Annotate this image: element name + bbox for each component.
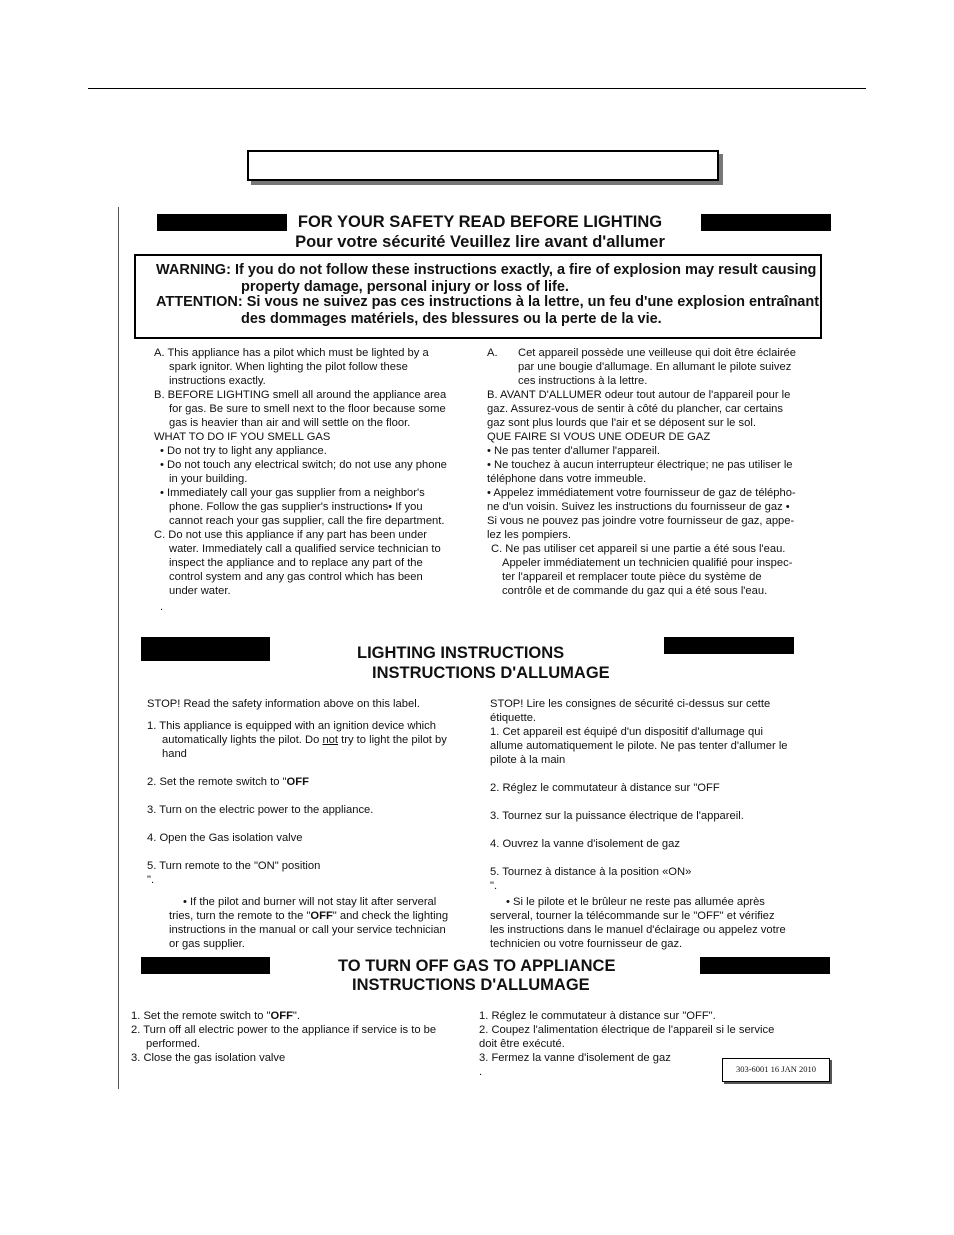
- text-line: 1. Réglez le commutateur à distance sur "OFF".: [479, 1010, 716, 1022]
- blank-title-box: [247, 150, 719, 181]
- text-line: contrôle et de commande du gaz qui a été sous l'eau.: [502, 585, 768, 597]
- lighting-title-fr: INSTRUCTIONS D'ALLUMAGE: [372, 664, 610, 682]
- lighting-title-en: LIGHTING INSTRUCTIONS: [357, 644, 565, 662]
- text-line: gaz sont plus lourds que l'air et se déposent sur le sol.: [487, 417, 756, 429]
- text-line: les instructions dans le manuel d'éclairage ou appelez votre: [490, 924, 786, 936]
- text-line: pilote à la main: [490, 754, 566, 766]
- text-line: • If the pilot and burner will not stay lit after serveral: [183, 896, 437, 908]
- warning-line-1: [156, 262, 816, 279]
- text-line: [147, 909, 482, 923]
- text-line: • Do not touch any electrical switch; do not use any phone: [160, 459, 447, 471]
- attention-text: Si vous ne suivez pas ces instructions à la lettre, un feu d'une explosion entraînant: [246, 294, 820, 310]
- warning-label: WARNING:: [156, 262, 231, 278]
- text-line: Appeler immédiatement un technicien qualifié pour inspec-: [502, 557, 793, 569]
- text-span: tries, turn the remote to the ": [169, 910, 311, 922]
- text-span: Cet appareil possède une veilleuse qui doit être éclairée: [518, 347, 796, 359]
- label-code-box: 303-6001 16 JAN 2010: [722, 1058, 830, 1082]
- text-line: téléphone dans votre immeuble.: [487, 473, 647, 485]
- attention-line-2: des dommages matériels, des blessures ou la perte de la vie.: [241, 311, 662, 327]
- text-line: • Ne pas tenter d'allumer l'appareil.: [487, 445, 660, 457]
- turnoff-title-fr: INSTRUCTIONS D'ALLUMAGE: [352, 976, 590, 994]
- text-line: lez les pompiers.: [487, 529, 571, 541]
- redaction-bar: [141, 957, 270, 974]
- text-line: 3. Tournez sur la puissance électrique de l'appareil.: [490, 810, 744, 822]
- text-line: 1. This appliance is equipped with an ignition device which: [147, 720, 436, 732]
- text-span: " and check the lighting: [332, 910, 449, 922]
- warning-box: [134, 254, 822, 339]
- text-line: [487, 346, 827, 360]
- text-line: phone. Follow the gas supplier's instructions• If you: [169, 501, 423, 513]
- text-line: par une bougie d'allumage. En allumant le pilote suivez: [518, 361, 792, 373]
- text-line: 4. Ouvrez la vanne d'isolement de gaz: [490, 838, 680, 850]
- text-line: water. Immediately call a qualified service technician to: [169, 543, 441, 555]
- text-line: QUE FAIRE SI VOUS UNE ODEUR DE GAZ: [487, 431, 711, 443]
- text-line: cannot reach your gas supplier, call the fire department.: [169, 515, 445, 527]
- text-line: spark ignitor. When lighting the pilot follow these: [169, 361, 408, 373]
- text-line: • Appelez immédiatement votre fournisseur de gaz de télépho-: [487, 487, 796, 499]
- attention-label: ATTENTION:: [156, 294, 243, 310]
- warning-text: If you do not follow these instructions exactly, a fire of explosion may result causing: [234, 262, 817, 278]
- text-line: A. This appliance has a pilot which must be lighted by a: [154, 347, 429, 359]
- text-line: inspect the appliance and to replace any part of the: [169, 557, 423, 569]
- text-span: try to light the pilot by: [338, 734, 447, 746]
- emphasis: OFF: [270, 1010, 293, 1022]
- text-line: allume automatiquement le pilote. Ne pas tenter d'allumer le: [490, 740, 788, 752]
- text-line: instructions in the manual or call your service technician: [169, 924, 446, 936]
- text-line: 5. Turn remote to the "ON" position: [147, 860, 321, 872]
- text-line: C. Do not use this appliance if any part has been under: [154, 529, 428, 541]
- text-line: technicien ou votre fournisseur de gaz.: [490, 938, 683, 950]
- text-line: doit être exécuté.: [479, 1038, 565, 1050]
- lighting-fr-column: [490, 697, 830, 951]
- text-line: serveral, tourner la télécommande sur le "OFF" et vérifiez: [490, 910, 775, 922]
- turnoff-en-column: [131, 1009, 476, 1065]
- text-line: 5. Tournez à distance à la position «ON»: [490, 866, 692, 878]
- text-line: C. Ne pas utiliser cet appareil si une partie a été sous l'eau.: [491, 543, 786, 555]
- safety-title-en: FOR YOUR SAFETY READ BEFORE LIGHTING: [297, 213, 663, 231]
- text-span: 1. Set the remote switch to ": [131, 1010, 271, 1022]
- text-line: [147, 733, 482, 747]
- text-line: .: [160, 601, 164, 613]
- text-line: STOP! Read the safety information above on this label.: [147, 698, 420, 710]
- redaction-bar: [701, 214, 831, 231]
- text-line: ter l'appareil et remplacer toute pièce du système de: [502, 571, 762, 583]
- text-line: under water.: [169, 585, 231, 597]
- text-line: 2. Réglez le commutateur à distance sur "OFF: [490, 782, 720, 794]
- turnoff-title-en: TO TURN OFF GAS TO APPLIANCE: [338, 957, 616, 975]
- emphasis: not: [322, 734, 338, 746]
- text-line: 2. Turn off all electric power to the appliance if service is to be: [131, 1024, 437, 1036]
- text-line: ne d'un voisin. Suivez les instructions du fournisseur de gaz •: [487, 501, 790, 513]
- text-span: ".: [292, 1010, 300, 1022]
- text-line: 3. Close the gas isolation valve: [131, 1052, 286, 1064]
- safety-title-fr: Pour votre sécurité Veuillez lire avant d'allumer: [295, 233, 665, 251]
- attention-line-1: [156, 294, 819, 311]
- text-line: B. AVANT D'ALLUMER odeur tout autour de l'appareil pour le: [487, 389, 791, 401]
- text-line: 3. Turn on the electric power to the appliance.: [147, 804, 374, 816]
- top-rule: [88, 88, 866, 89]
- text-line: or gas supplier.: [169, 938, 245, 950]
- text-line: gaz. Assurez-vous de sentir à côté du plancher, car certains: [487, 403, 784, 415]
- text-line: • Immediately call your gas supplier from a neighbor's: [160, 487, 425, 499]
- text-line: instructions exactly.: [169, 375, 266, 387]
- text-line: ".: [147, 874, 155, 886]
- text-line: 3. Fermez la vanne d'isolement de gaz: [479, 1052, 671, 1064]
- text-line: performed.: [146, 1038, 201, 1050]
- text-line: ces instructions à la lettre.: [518, 375, 648, 387]
- item-label: A.: [487, 347, 498, 359]
- text-line: Si vous ne pouvez pas joindre votre fournisseur de gaz, appe-: [487, 515, 795, 527]
- redaction-bar: [664, 637, 794, 654]
- text-line: in your building.: [169, 473, 248, 485]
- text-line: ".: [490, 880, 498, 892]
- redaction-bar: [141, 637, 270, 661]
- text-line: • Ne touchez à aucun interrupteur électrique; ne pas utiliser le: [487, 459, 793, 471]
- emphasis: OFF: [286, 776, 309, 788]
- text-line: B. BEFORE LIGHTING smell all around the appliance area: [154, 389, 447, 401]
- text-line: 2. Coupez l'alimentation électrique de l'appareil si le service: [479, 1024, 775, 1036]
- text-line: 1. Cet appareil est équipé d'un dispositif d'allumage qui: [490, 726, 763, 738]
- left-margin-line: [118, 207, 119, 1089]
- text-line: WHAT TO DO IF YOU SMELL GAS: [154, 431, 331, 443]
- safety-fr-column: [487, 346, 827, 598]
- text-span: automatically lights the pilot. Do: [162, 734, 323, 746]
- text-line: STOP! Lire les consignes de sécurité ci-dessus sur cette: [490, 698, 771, 710]
- text-line: for gas. Be sure to smell next to the floor because some: [169, 403, 446, 415]
- text-line: • Do not try to light any appliance.: [160, 445, 327, 457]
- text-line: • Si le pilote et le brûleur ne reste pas allumée après: [506, 896, 765, 908]
- text-line: .: [479, 1066, 483, 1078]
- text-line: gas is heavier than air and will settle on the floor.: [169, 417, 411, 429]
- text-line: hand: [162, 748, 187, 760]
- text-span: 2. Set the remote switch to ": [147, 776, 287, 788]
- text-line: étiquette.: [490, 712, 537, 724]
- redaction-bar: [700, 957, 830, 974]
- text-line: [147, 775, 482, 789]
- text-line: control system and any gas control which has been: [169, 571, 423, 583]
- lighting-en-column: [147, 697, 482, 951]
- warning-line-2: property damage, personal injury or loss of life.: [241, 279, 569, 295]
- redaction-bar: [157, 214, 287, 231]
- text-line: [131, 1009, 476, 1023]
- text-line: 4. Open the Gas isolation valve: [147, 832, 303, 844]
- emphasis: OFF: [310, 910, 333, 922]
- safety-en-column: [154, 346, 484, 614]
